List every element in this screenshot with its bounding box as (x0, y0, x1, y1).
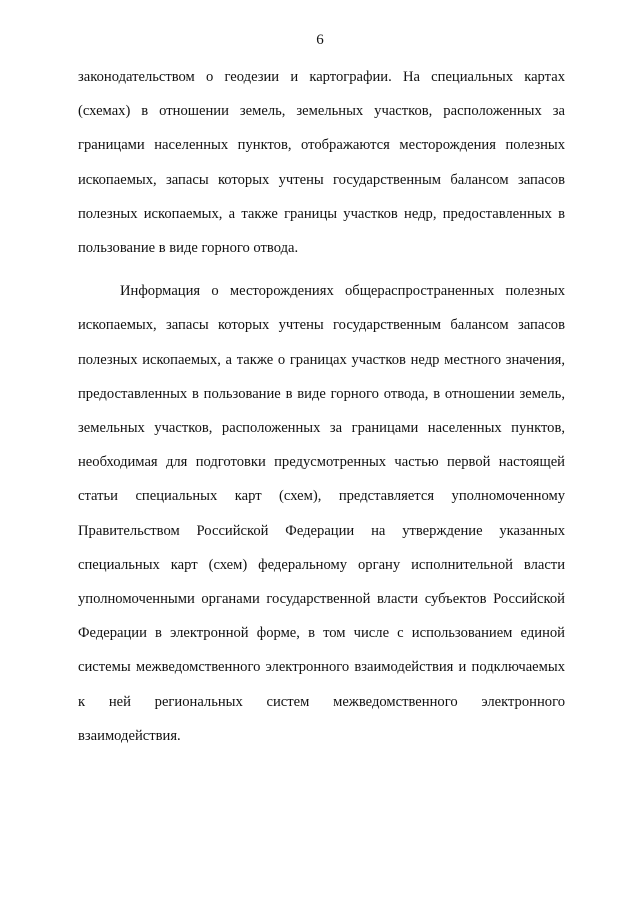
page-number: 6 (316, 32, 324, 48)
paragraph-continuation: законодательством о геодезии и картографии. На специальных картах (схемах) в отношении земель, земельных участков, расположенных за границами населенных пунктов, отображаются месторождения полезных ископаемых, запасы которых учтены государственным балансом запасов полезных ископаемых, а также границы участков недр, предоставленных в пользование в виде горного отвода. (78, 69, 565, 257)
document-body (78, 60, 565, 753)
paragraph-information: Информация о месторождениях общераспространенных полезных ископаемых, запасы которых учтены государственным балансом запасов полезных ископаемых, а также о границах участков недр местного значения, предоставленных в пользование в виде горного отвода, в отношении земель, земельных участков, расположенных за границами населенных пунктов, необходимая для подготовки предусмотренных частью первой настоящей статьи специальных карт (схем), представляется уполномоченному Правительством Российской Федерации на утверждение указанных специальных карт (схем) федеральному органу исполнительной власти уполномоченными органами государственной власти субъектов Российской Федерации в электронной форме, в том числе с использованием единой системы межведомственного электронного взаимодействия и подключаемых к ней региональных систем межведомственного электронного взаимодействия. (78, 283, 565, 744)
